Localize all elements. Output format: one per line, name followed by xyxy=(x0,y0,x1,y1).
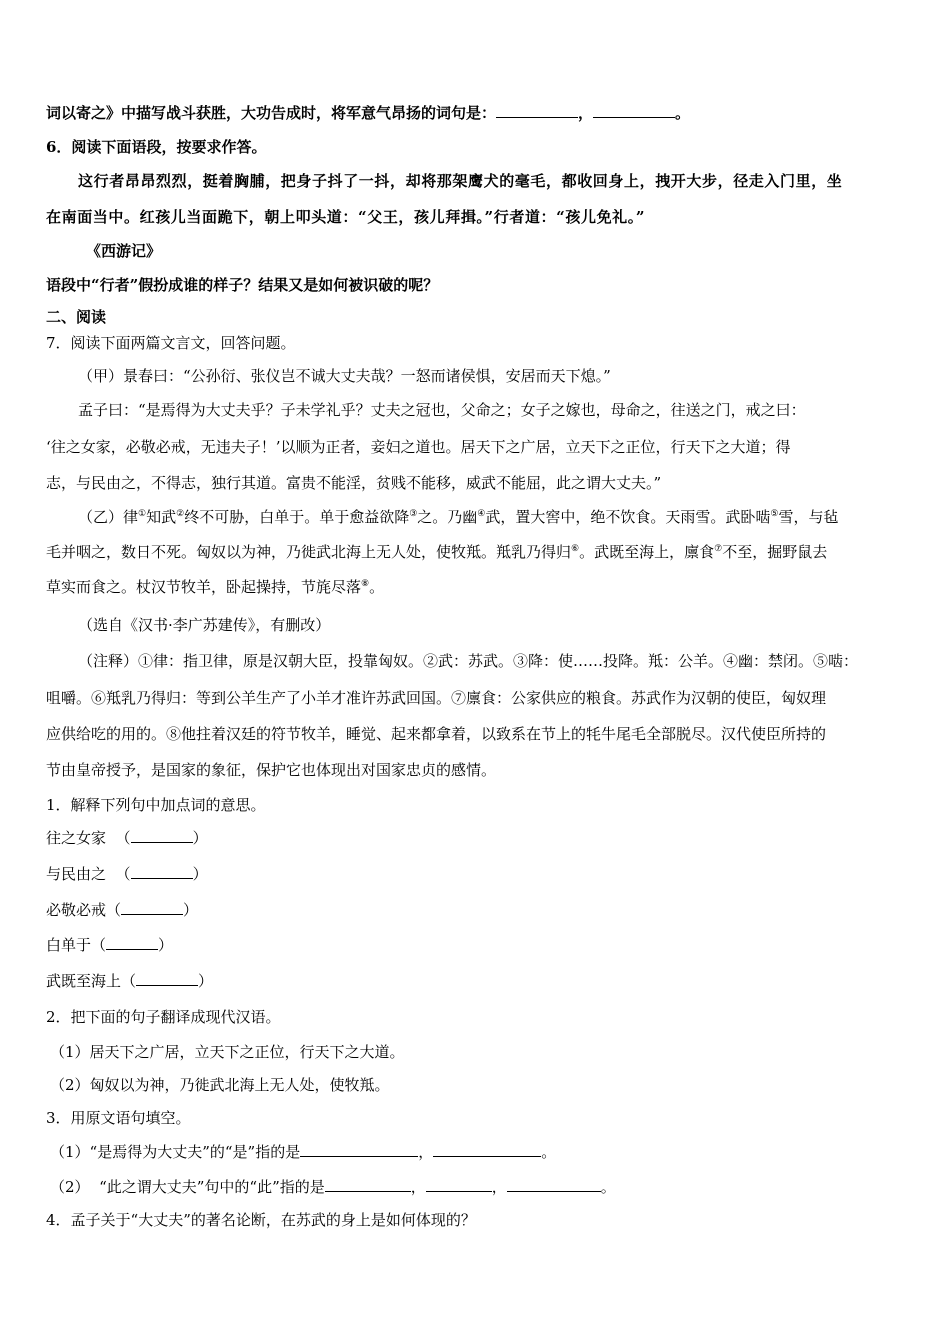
prompt: （1）“是焉得为大丈夫”的“是”指的是 xyxy=(50,1143,301,1161)
sub3-title: 3．用原文语句填空。 xyxy=(46,1109,191,1127)
paren-open: （ xyxy=(106,901,122,919)
yi-source: （选自《汉书·李广苏建传》，有删改） xyxy=(78,616,331,634)
answer-blank[interactable] xyxy=(300,1142,418,1157)
sub1-item xyxy=(46,971,213,991)
phrase: 武既至海上 xyxy=(46,972,122,990)
yi-text: 武，置大窖中，绝不饮食。天雨雪。武卧啮 xyxy=(485,508,771,526)
footnote-mark: ⑥ xyxy=(571,544,580,554)
answer-blank[interactable] xyxy=(136,971,198,986)
paren-close: ） xyxy=(192,865,208,883)
yi-text: 毛并咽之，数日不死。匈奴以为神，乃徙武北海上无人处，使牧羝。羝乳乃得归 xyxy=(46,543,572,561)
answer-blank[interactable] xyxy=(433,1142,541,1157)
sub1-item xyxy=(46,900,198,920)
q6-source: 《西游记》 xyxy=(86,242,162,260)
answer-blank[interactable] xyxy=(325,1177,411,1192)
footnote-mark: ⑧ xyxy=(361,579,370,589)
footnote-mark: ② xyxy=(176,509,185,519)
section-heading: 二、阅读 xyxy=(46,308,107,326)
jia-line-1: （甲）景春曰：“公孙衍、张仪岂不诚大丈夫哉？一怒而诸侯惧，安居而天下熄。” xyxy=(78,367,611,385)
paren-close: ） xyxy=(158,936,174,954)
note-line-2: 咀嚼。⑥羝乳乃得归：等到公羊生产了小羊才准许苏武回国。⑦廪食：公家供应的粮食。苏武作为汉朝的使臣，匈奴理 xyxy=(46,689,827,707)
note-line-4: 节由皇帝授予，是国家的象征，保护它也体现出对国家忠贞的感情。 xyxy=(46,761,497,779)
paren-close: ） xyxy=(183,901,199,919)
footnote-mark: ④ xyxy=(477,509,486,519)
yi-text: 。武既至海上，廪食 xyxy=(579,543,715,561)
separator: ， xyxy=(578,104,594,122)
sub1-title: 1．解释下列句中加点词的意思。 xyxy=(46,796,266,814)
paren-open: （ xyxy=(106,865,131,883)
yi-line-2 xyxy=(46,542,827,562)
answer-blank[interactable] xyxy=(106,935,158,950)
answer-blank[interactable] xyxy=(507,1177,601,1192)
sub4-title: 4．孟子关于“大丈夫”的著名论断，在苏武的身上是如何体现的？ xyxy=(46,1211,476,1229)
sub3-item-2 xyxy=(50,1177,616,1197)
phrase: 必敬必戒 xyxy=(46,901,107,919)
sub2-sentence-2: （2）匈奴以为神，乃徙武北海上无人处，使牧羝。 xyxy=(50,1076,390,1094)
footnote-mark: ⑤ xyxy=(770,509,779,519)
yi-line-3 xyxy=(46,577,384,597)
yi-text: 知武 xyxy=(146,508,177,526)
paren-open: （ xyxy=(106,829,131,847)
separator: ， xyxy=(491,1178,507,1196)
yi-text: 。 xyxy=(369,578,385,596)
answer-blank[interactable] xyxy=(426,1177,492,1192)
answer-blank[interactable] xyxy=(131,828,193,843)
sub2-sentence-1: （1）居天下之广居，立天下之正位，行天下之大道。 xyxy=(50,1043,405,1061)
sub2-title: 2．把下面的句子翻译成现代汉语。 xyxy=(46,1008,281,1026)
prompt: （2） “此之谓大丈夫”句中的“此”指的是 xyxy=(50,1178,325,1196)
answer-blank[interactable] xyxy=(121,900,183,915)
period: 。 xyxy=(675,104,691,122)
phrase: 往之女家 xyxy=(46,829,107,847)
paren-close: ） xyxy=(198,972,214,990)
q6-title: 6．阅读下面语段，按要求作答。 xyxy=(46,138,267,156)
footnote-mark: ① xyxy=(138,509,147,519)
q6-passage-line-1: 这行者昂昂烈烈，挺着胸脯，把身子抖了一抖，却将那架鹰犬的毫毛，都收回身上，拽开大步，径走入门里，坐 xyxy=(78,172,843,190)
q5-tail-text: 词以寄之》中描写战斗获胜，大功告成时，将军意气昂扬的词句是： xyxy=(46,104,497,122)
sub1-item xyxy=(46,864,208,884)
q5-tail-line xyxy=(46,103,690,123)
phrase: 白单于 xyxy=(46,936,92,954)
sub3-item-1 xyxy=(50,1142,556,1162)
yi-text: 不至，掘野鼠去 xyxy=(722,543,828,561)
period: 。 xyxy=(541,1143,557,1161)
q6-question: 语段中“行者”假扮成谁的样子？结果又是如何被识破的呢？ xyxy=(46,276,439,294)
note-line-1: （注释）①律：指卫律，原是汉朝大臣，投靠匈奴。②武：苏武。③降：使……投降。羝：公羊。④幽：禁闭。⑤啮： xyxy=(78,652,859,670)
separator: ， xyxy=(410,1178,426,1196)
separator: ， xyxy=(418,1143,434,1161)
yi-text: （乙）律 xyxy=(78,508,139,526)
sub1-item xyxy=(46,935,173,955)
answer-blank[interactable] xyxy=(131,864,193,879)
jia-line-4: 志，与民由之，不得志，独行其道。富贵不能淫，贫贱不能移，威武不能屈，此之谓大丈夫。” xyxy=(46,474,662,492)
note-line-3: 应供给吃的用的。⑧他拄着汉廷的符节牧羊，睡觉、起来都拿着，以致系在节上的牦牛尾毛全部脱尽。汉代使臣所持的 xyxy=(46,725,827,743)
paren-open: （ xyxy=(121,972,137,990)
paren-close: ） xyxy=(192,829,208,847)
yi-text: 草实而食之。杖汉节牧羊，卧起操持，节旄尽落 xyxy=(46,578,362,596)
yi-text: 终不可胁，白单于。单于愈益欲降 xyxy=(184,508,410,526)
answer-blank[interactable] xyxy=(496,103,578,118)
jia-line-3: ‘往之女家，必敬必戒，无违夫子！’以顺为正者，妾妇之道也。居天下之广居，立天下之正位，行天下之大道；得 xyxy=(46,438,791,456)
yi-text: 之。乃幽 xyxy=(417,508,478,526)
yi-line-1 xyxy=(78,507,838,527)
yi-text: 雪，与毡 xyxy=(778,508,839,526)
q7-title: 7．阅读下面两篇文言文，回答问题。 xyxy=(46,334,296,352)
period: 。 xyxy=(600,1178,616,1196)
jia-line-2: 孟子曰：“是焉得为大丈夫乎？子未学礼乎？丈夫之冠也，父命之；女子之嫁也，母命之，往送之门，戒之曰： xyxy=(78,401,806,419)
answer-blank[interactable] xyxy=(593,103,675,118)
sub1-item xyxy=(46,828,208,848)
q6-passage-line-2: 在南面当中。红孩儿当面跪下，朝上叩头道：“父王，孩儿拜揖。”行者道：“孩儿免礼。” xyxy=(46,208,646,226)
footnote-mark: ③ xyxy=(409,509,418,519)
phrase: 与民由之 xyxy=(46,865,107,883)
footnote-mark: ⑦ xyxy=(714,544,723,554)
paren-open: （ xyxy=(91,936,107,954)
